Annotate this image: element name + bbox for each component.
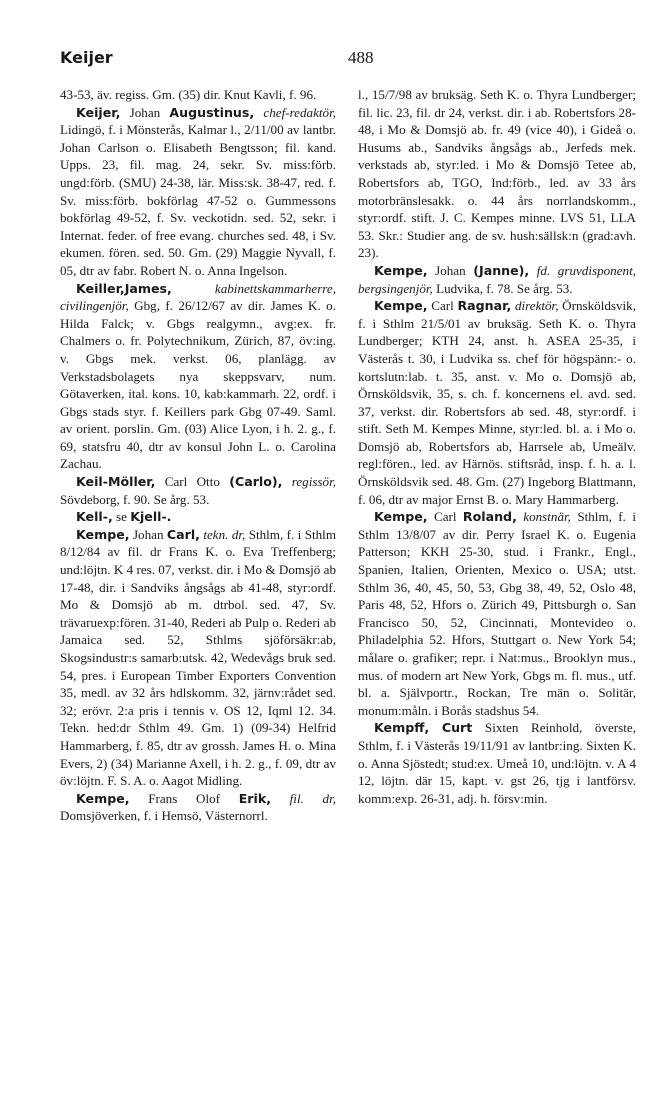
entry-continuation [60, 86, 336, 104]
running-head: Keijer [60, 48, 113, 67]
entry-given-names: Carl Otto [155, 474, 230, 490]
entry-title: tekn. dr, [199, 526, 246, 542]
entry-surname: Kell-, [76, 509, 113, 525]
biography-entry [358, 719, 636, 807]
biography-entry [60, 526, 336, 790]
entry-text: Lidingö, f. i Mönsterås, Kalmar l., 2/11/00 av lantbr. Johan Carlson o. Elisabeth Bengtsson; fil. kand. Upps. 23, fil. mag. 24, sekr. Sv. miss:förb. ungd:förb. (SMU) 24-38, lär. Miss:sk. 38-47, red. f. Sv. miss:förb. bokförlag 47-52 o. Gummessons bokförlag 49-52, f. Sv. veckotidn. sed. 52, sekr. i Internat. feder. of free evang. churches sed. 48, i Sv. ekumen. fören. sed. 50. Gm. (29) Maggie Nyvall, f. 05, dtr av fabr. Robert N. o. Anna Ingelson. [60, 122, 336, 278]
entry-surname: Keijer, [76, 104, 121, 120]
entry-called-name: Erik, [238, 790, 271, 806]
entry-called-name: Ragnar, [457, 298, 512, 314]
entry-called-name: Carl, [166, 526, 200, 542]
entry-title: direktör, [511, 298, 559, 314]
entry-given-names: Frans Olof [129, 790, 239, 806]
entry-given-names: se [112, 509, 131, 525]
biography-entry [60, 280, 336, 474]
entry-surname: Kempe, [374, 262, 428, 278]
biography-entry [358, 508, 636, 719]
entry-title: chef-redaktör, [254, 104, 336, 120]
entry-called-name: (Carlo), [229, 474, 283, 490]
entry-given-names [429, 720, 442, 735]
entry-called-name: Roland, [462, 509, 517, 525]
entry-surname: Keil-Möller, [76, 474, 156, 490]
entry-text: Sthlm, f. i Sthlm 13/8/07 av dir. Perry Israel K. o. Eugenia Patterson; KKH 25-30, stud. i Frankr., Engl., Spanien, Italien, Orienten, Mexico o. USA; utst. Sthlm 36, 40, 45, 50, 53, Gbg 38, 49, 52, Oslo 48, Paris 48, 52, Hfors o. Zürich 49, Pittsburgh o. San Francisco 50, 52, Cincinnati, Montevideo o. Philadelphia 52. Hfors, Stuttgart o. New York 54; målare o. grafiker; repr. i Nat:mus., Brooklyn mus., mus. of modern art New York, Gbgs m. fl. mus., utf. bl. a. Självportr., Rockan, Tre män o. Solitär, monum:måln. i Borås stadshus 54. [358, 509, 636, 718]
biography-entry [60, 473, 336, 508]
left-column [60, 86, 336, 825]
entry-text: l., 15/7/98 av bruksäg. Seth K. o. Thyra Lundberger; fil. lic. 23, fil. dr 24, verkst. dir. i ab. Robertsfors 28-48, i Mo & Domsjö ab. fr. 49 (vice 40), i Gideå o. Husums ab., Sandviks ångsågs ab., Jerfeds mek. verkstads ab, styr:led. i Mo & Domsjö Tetee ab, Robertsfors ab, TGO, Ind:förb., led. av 33 års motorbränslesakk. o. 44 års norrlandskomm., styr:ordf. stift. J. C. Kempes minne. LVS 51, LLA 53. Skr.: Studier ang. de sv. hush:sällsk:n (grad:avh. 23). [358, 87, 636, 261]
entry-text: Ludvika, f. 78. Se årg. 53. [432, 280, 573, 296]
entry-text: Gbg, f. 26/12/67 av dir. James K. o. Hilda Falck; v. Gbgs realgymn., avg:ex. fr. Chalmers o. fr. Polytechnikum, Zürich, 87, öv:ing. v. Gbgs mek. verkst. 06, planlägg. av Verkstadsbolagets nya skeppsvarv, num. Götaverken, ital. kons. 10, kab:kammarh. 22, ordf. i Gbgs stads styr. f. Keillers park Gbg 07-49. Saml. av orient. porslin. Gm. (03) Alice Lyon, i h. 2. g., f. 69, statsfru 40, dtr av konsul John L. o. Carolina Zachau. [60, 298, 336, 472]
entry-continuation [358, 86, 636, 262]
entry-called-name: Curt [441, 720, 473, 736]
entry-called-name: Augustinus, [169, 104, 255, 120]
entry-text: Sixten Reinhold, överste, Sthlm, f. i Västerås 19/11/91 av lantbr:ing. Sixten K. o. Anna Sjöstedt; stud:ex. Umeå 10, und:löjtn. v. A 4 12, löjtn. där 15, kapt. v. gst 26, tjg i lantförsv. komm:exp. 26-31, adj. h. försv:min. [358, 720, 636, 806]
biography-entry [358, 297, 636, 508]
entry-given-names: Johan [120, 104, 170, 120]
entry-text: Örnsköldsvik, f. i Sthlm 21/5/01 av bruksäg. Seth K. o. Thyra Lundberger; KTH 24, anst. h. ASEA 25-35, i Västerås t. 30, i Ludvika ss. chef för högspänn:- o. kortslutn:lab. t. 35, anst. v. Mo o. Domsjö ab, Örnsköldsvik, 35, s. ch. f. koncernens el. avd. sed. 37, verkst. dir. Robertsfors ab sed. 48, styr:ordf. i stift. Seth M. Kempes Minne, styr:led. bl. a. i Mo o. Domsjö ab, Robertsfors ab, Harrsele ab, Umeälv. regl:fören., led. av Härnös. stiftsråd, insp. f. h. a. l. Örnsköldsvik sed. 48. Gm. (27) Ingeborg Blattmann, f. 06, dtr av major Ernst B. o. Mary Hammarberg. [358, 298, 636, 507]
entry-text: Sthlm, f. i Sthlm 8/12/84 av fil. dr Frans K. o. Eva Treffenberg; und:löjtn. K 4 res. 07, verkst. dir. i Mo & Domsjö ab 17-48, dir. i Sandviks ångsågs ab 41-48, styr:ordf. Mo & Domsjö ab m. dtrbol. sed. 47, Sv. trävaruexp:fören. 31-40, Rederi ab Pulp o. Rederi ab Jamaica sed. 52, Sthlms sjöförsäkr:ab, Skogsindustr:s samarb:utsk. 42, Wedevågs bruk sed. 54, pres. i European Timber Exporters Convention 35, medl. av 32 års hdlskomm. 32, järnv:rådet sed. 32; erövr. 2:a pris i tennis v. OS 12, Iqml 12. 34. Tekn. hed:dr Sthlm 49. Gm. 1) (09-34) Helfrid Hammarberg, f. 85, dtr av grossh. James H. o. Mina Evers, 2) (34) Marianne Axell, i h. 2. g., f. 09, dtr av öv:löjtn. F. S. A. o. Aagot Midling. [60, 526, 336, 789]
entry-given-names: Johan [129, 526, 167, 542]
entry-title: fil. dr, [270, 790, 336, 806]
entry-given-names: Carl [427, 509, 463, 525]
entry-surname: Kempe, [374, 509, 428, 525]
entry-given-names: Carl [427, 298, 458, 314]
entry-surname: Kempff, [374, 720, 430, 736]
entry-called-name: (Janne), [473, 262, 530, 278]
page-number: 488 [348, 48, 374, 67]
biography-entry [60, 790, 336, 825]
entry-called-name: Kjell-. [130, 509, 172, 525]
entry-title: fd. gruvdisponent, bergsingenjör, [358, 262, 636, 296]
biography-entry [358, 262, 636, 297]
biography-entry [60, 104, 336, 280]
biography-entry [60, 508, 336, 526]
entry-title: konstnär, [516, 509, 571, 525]
entry-title: kabinettskammarherre, civilingenjör, [60, 280, 336, 314]
page-header [60, 48, 640, 70]
entry-surname: Keiller,James, [76, 280, 172, 296]
entry-surname: Kempe, [76, 526, 130, 542]
entry-surname: Kempe, [76, 790, 130, 806]
entry-surname: Kempe, [374, 298, 428, 314]
right-column [358, 86, 636, 807]
entry-given-names: Johan [427, 262, 474, 278]
entry-text: Sövdeborg, f. 90. Se årg. 53. [60, 491, 210, 507]
entry-text: 43-53, äv. regiss. Gm. (35) dir. Knut Kavli, f. 96. [60, 87, 317, 102]
entry-title: regissör, [282, 474, 336, 490]
entry-text: Domsjöverken, f. i Hemsö, Västernorrl. [60, 808, 268, 824]
